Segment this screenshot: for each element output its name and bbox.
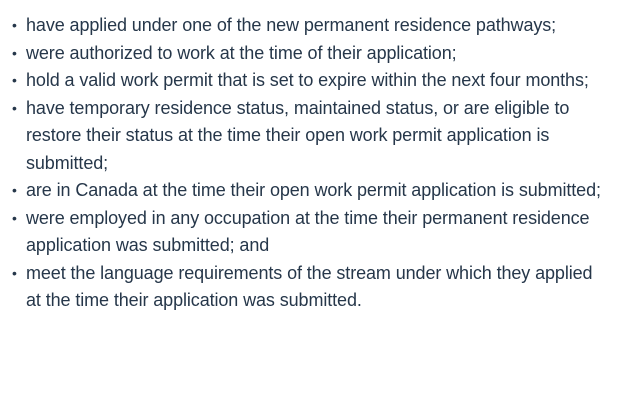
list-item [8, 260, 608, 315]
eligibility-criteria-list [8, 12, 608, 315]
bullet-icon: • [12, 99, 17, 116]
list-item-text: have temporary residence status, maintained status, or are eligible to restore their status at the time their open work permit application is submitted; [26, 97, 570, 173]
eligibility-content [8, 12, 608, 315]
list-item [8, 67, 608, 95]
bullet-icon: • [12, 17, 17, 33]
bullet-icon: • [12, 182, 17, 198]
list-item-text: are in Canada at the time their open work permit application is submitted; [26, 180, 601, 200]
list-item-text: were authorized to work at the time of their application; [26, 42, 457, 63]
list-item-text: were employed in any occupation at the time their permanent residence application was submitted; and [26, 207, 590, 255]
bullet-icon: • [12, 264, 17, 281]
list-item [8, 40, 608, 68]
list-item-text: meet the language requirements of the stream under which they applied at the time their application was submitted. [26, 262, 593, 310]
list-item [8, 205, 608, 260]
bullet-icon: • [12, 44, 17, 61]
list-item-text: have applied under one of the new permanent residence pathways; [26, 15, 557, 35]
bullet-icon: • [12, 209, 17, 226]
list-item [8, 12, 608, 40]
bullet-icon: • [12, 72, 17, 88]
list-item [8, 177, 608, 205]
list-item [8, 95, 608, 178]
list-item-text: hold a valid work permit that is set to expire within the next four months; [26, 70, 589, 90]
